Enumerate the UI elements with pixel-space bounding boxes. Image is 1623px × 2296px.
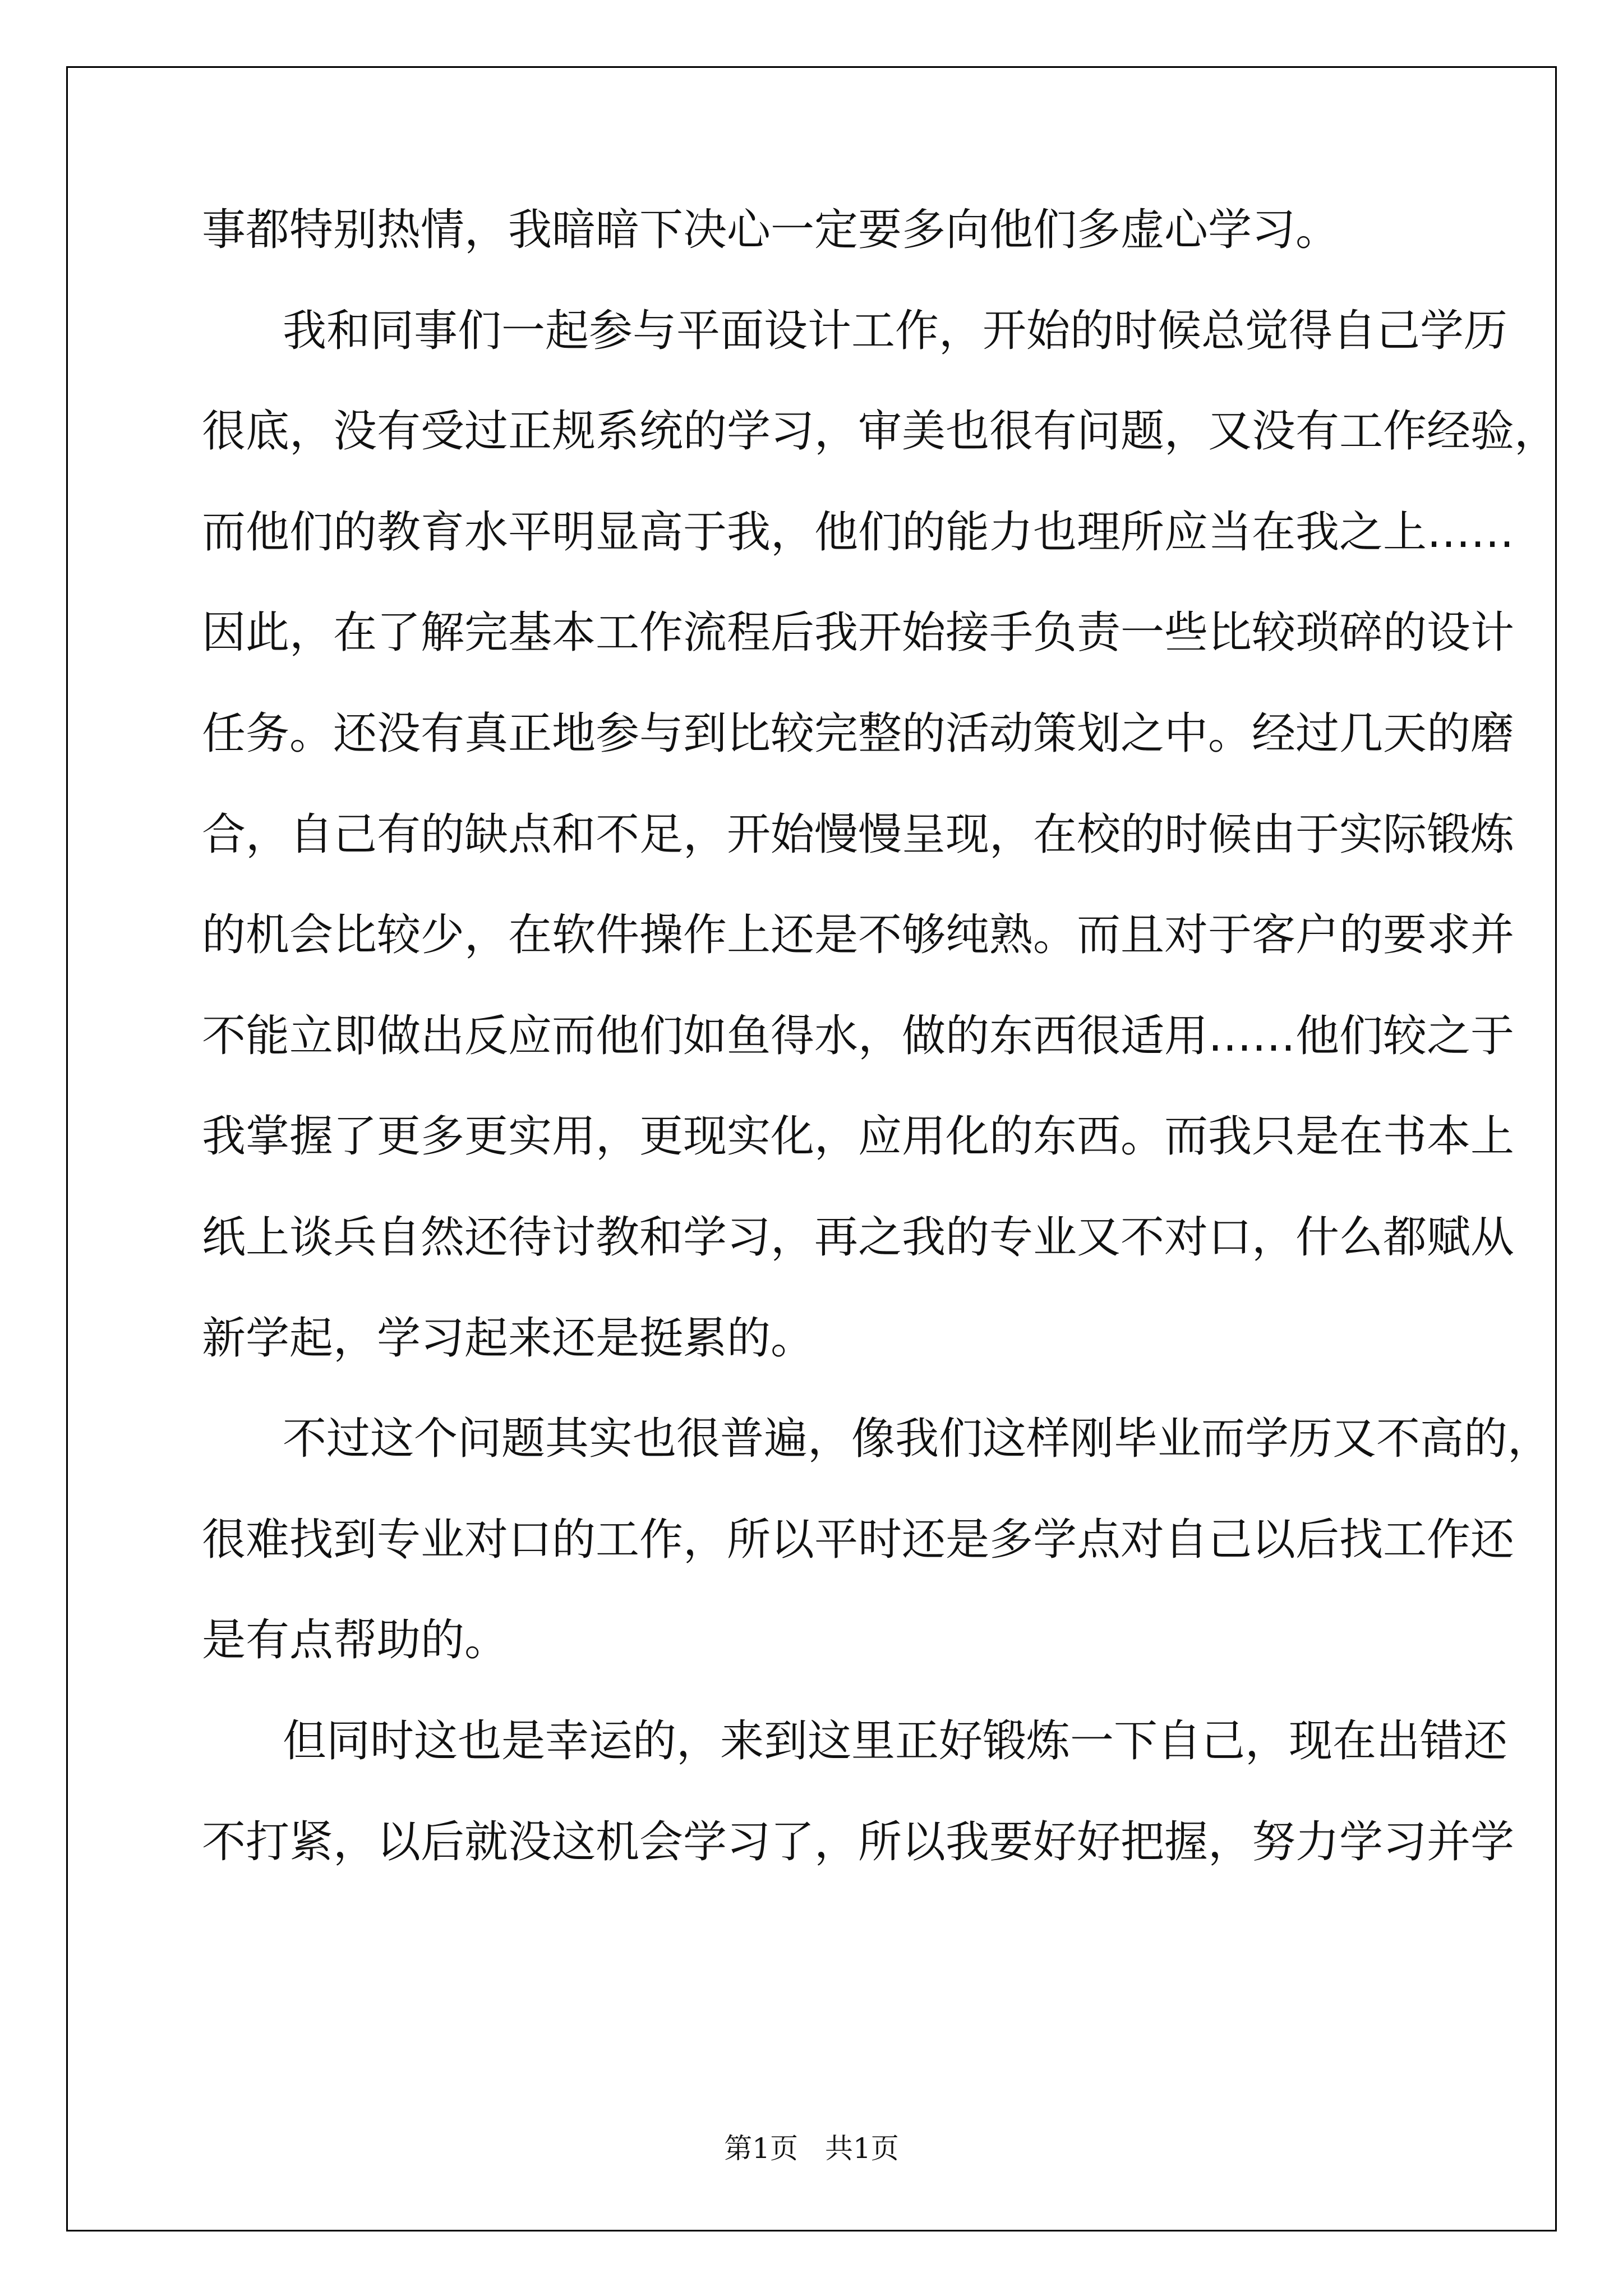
page-footer [0, 2132, 1623, 2165]
text-line: 而他们的教育水平明显高于我，他们的能力也理所应当在我之上…… [202, 507, 1515, 558]
text-line: 很难找到专业对口的工作，所以平时还是多学点对自己以后找工作还 [202, 1514, 1515, 1565]
text-line: 因此，在了解完基本工作流程后我开始接手负责一些比较琐碎的设计 [202, 608, 1515, 659]
text-line: 很底，没有受过正规系统的学习，审美也很有问题，又没有工作经验， [202, 406, 1559, 457]
text-line: 任务。还没有真正地参与到比较完整的活动策划之中。经过几天的磨 [202, 708, 1515, 759]
text-line: 的机会比较少，在软件操作上还是不够纯熟。而且对于客户的要求并 [202, 910, 1515, 961]
text-line: 合，自己有的缺点和不足，开始慢慢呈现，在校的时候由于实际锻炼 [202, 809, 1515, 860]
text-line: 是有点帮助的。 [202, 1615, 509, 1666]
text-line: 我掌握了更多更实用，更现实化，应用化的东西。而我只是在书本上 [202, 1111, 1515, 1162]
text-line: 不打紧，以后就没这机会学习了，所以我要好好把握，努力学习并学 [202, 1816, 1515, 1867]
text-line: 不过这个问题其实也很普遍，像我们这样刚毕业而学历又不高的， [283, 1414, 1552, 1465]
document-body [202, 199, 1559, 1912]
text-line: 事都特别热情，我暗暗下决心一定要多向他们多虚心学习。 [202, 205, 1340, 255]
text-line: 新学起，学习起来还是挺累的。 [202, 1313, 815, 1364]
text-line: 我和同事们一起参与平面设计工作，开始的时候总觉得自己学历 [283, 305, 1508, 356]
text-line: 但同时这也是幸运的，来到这里正好锻炼一下自己，现在出错还 [283, 1715, 1508, 1766]
page-number: 第1页 [724, 2132, 798, 2165]
text-line: 纸上谈兵自然还待讨教和学习，再之我的专业又不对口，什么都赋从 [202, 1212, 1515, 1263]
page-total: 共1页 [825, 2132, 899, 2165]
text-line: 不能立即做出反应而他们如鱼得水，做的东西很适用……他们较之于 [202, 1010, 1515, 1061]
